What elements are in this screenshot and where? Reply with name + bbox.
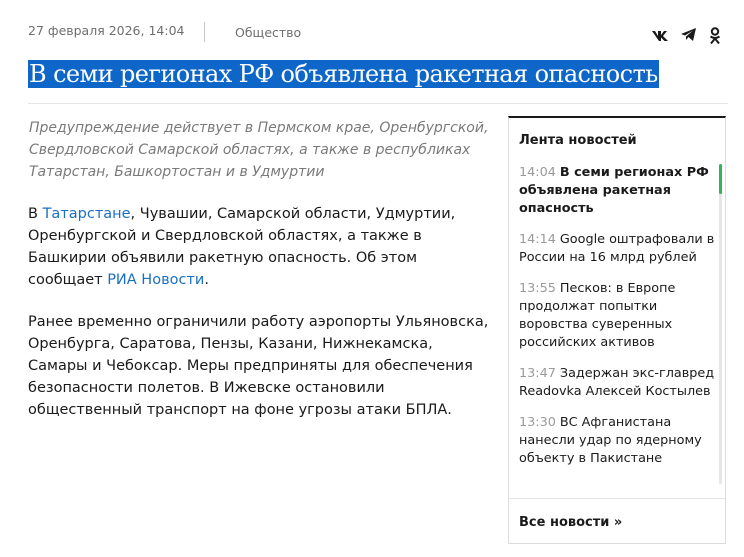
all-news-link[interactable]: Все новости » (519, 515, 623, 530)
feed-item-time: 13:47 (519, 366, 556, 381)
tatarstan-link[interactable]: Татарстане (42, 206, 131, 222)
feed-item-time: 14:14 (519, 232, 556, 247)
article-lead: Предупреждение действует в Пермском крае, Оренбургской, Свердловской Самарской областях, а также в республиках Татарстан, Башкортостан и в Удмуртии (29, 120, 489, 180)
article-title (28, 57, 659, 91)
odnoklassniki-icon[interactable] (709, 27, 723, 45)
feed-item-time: 14:04 (519, 165, 556, 180)
article-paragraph-1 (28, 203, 490, 291)
vk-icon[interactable] (651, 27, 669, 45)
rubric-link[interactable]: Общество (235, 25, 302, 40)
feed-scroll-thumb[interactable] (719, 164, 722, 194)
feed-item-text[interactable]: ВС Афганистана нанесли удар по ядерному объекту в Пакистане (519, 415, 702, 466)
feed-list[interactable] (519, 164, 719, 484)
feed-item[interactable] (519, 280, 719, 352)
feed-divider (509, 498, 725, 499)
ria-news-link[interactable]: РИА Новости (107, 272, 205, 288)
feed-item[interactable] (519, 164, 719, 218)
feed-item[interactable] (519, 365, 719, 401)
publish-date: 27 февраля 2026, 14:04 (28, 23, 185, 38)
article-meta (28, 22, 728, 44)
news-feed (508, 116, 726, 544)
feed-item-text[interactable]: Google оштрафовали в России на 16 млрд рублей (519, 232, 715, 265)
title-selection: В семи регионах РФ объявлена ракетная опасность (29, 60, 658, 88)
feed-item[interactable] (519, 231, 719, 267)
meta-divider (204, 22, 205, 42)
feed-title: Лента новостей (519, 133, 637, 148)
p1-body: , Чувашии, Самарской области, Удмуртии, Оренбургской и Свердловской областях, а также в Башкирии объявили ракетную опасность. Об этом сообщает (28, 206, 456, 288)
feed-item-text[interactable]: Песков: в Европе продолжат попытки воровства суверенных российских активов (519, 281, 676, 350)
p1-prefix: В (28, 206, 43, 222)
article-paragraph-2: Ранее временно ограничили работу аэропорты Ульяновска, Оренбурга, Саратова, Пензы, Казани, Нижнекамска, Самары и Чебоксар. Меры предприняты для обеспечения безопасности полетов. В Ижевске остановили общественный транспорт на фоне угрозы атаки БПЛА. (28, 314, 489, 418)
p1-suffix: . (204, 272, 209, 288)
feed-item-time: 13:30 (519, 415, 556, 430)
title-divider (28, 103, 728, 104)
share-bar (651, 27, 731, 45)
feed-item-text[interactable]: В семи регионах РФ объявлена ракетная опасность (519, 165, 709, 216)
feed-item-text[interactable]: Задержан экс-главред Readovka Алексей Костылев (519, 366, 715, 399)
telegram-icon[interactable] (680, 27, 697, 45)
feed-item[interactable] (519, 414, 719, 468)
feed-item-time: 13:55 (519, 281, 556, 296)
feed-scrollbar[interactable] (719, 164, 722, 484)
